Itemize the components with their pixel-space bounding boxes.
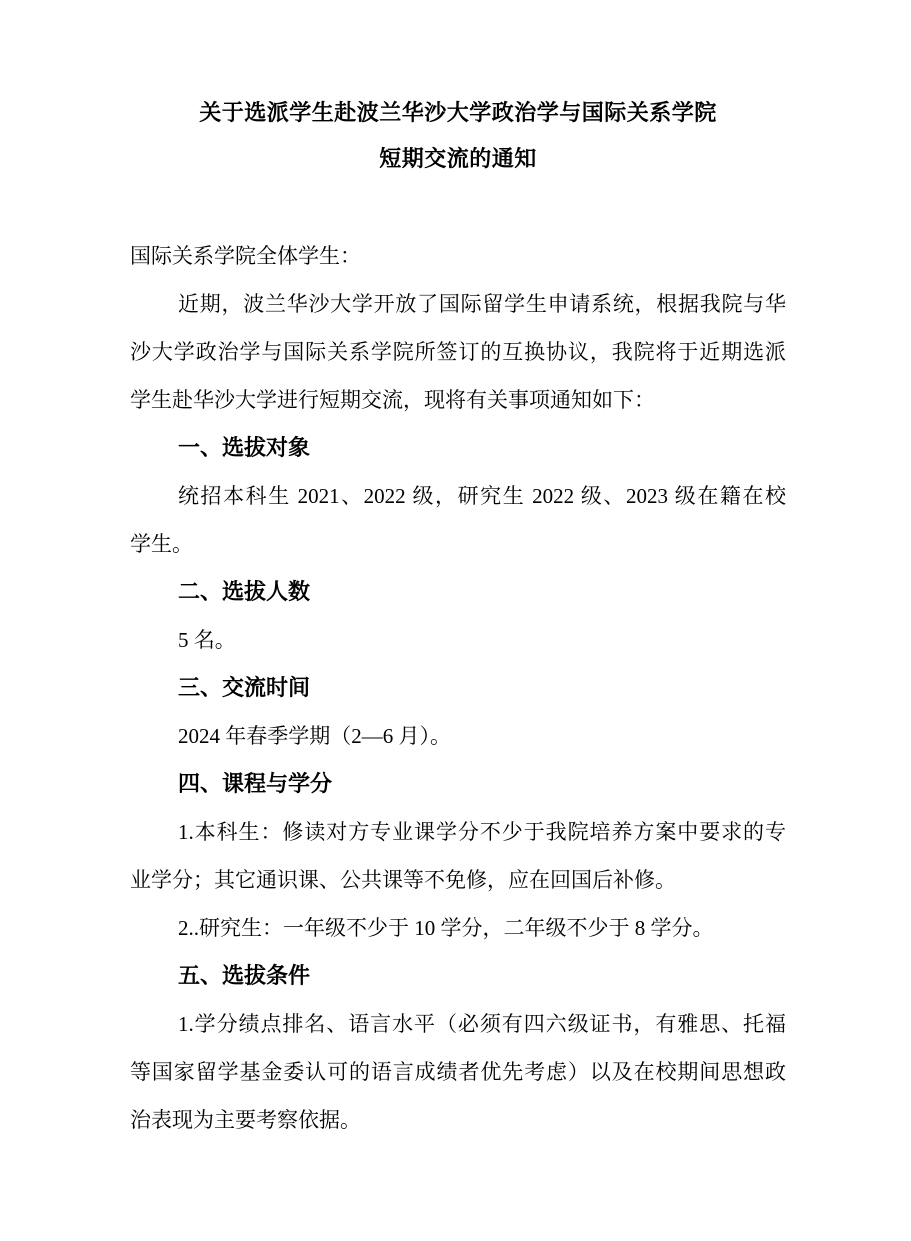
section-heading-12: 四、课程与学分 bbox=[178, 771, 333, 796]
text-line-15: 2..研究生：一年级不少于 10 学分，二年级不少于 8 学分。 bbox=[178, 916, 714, 940]
section-heading-5: 一、选拔对象 bbox=[178, 435, 311, 460]
section-heading-16: 五、选拔条件 bbox=[178, 963, 311, 988]
text-line-14: 业学分；其它通识课、公共课等不免修，应在回国后补修。 bbox=[130, 868, 676, 892]
text-line-7: 学生。 bbox=[130, 532, 193, 556]
section-heading-10: 三、交流时间 bbox=[178, 675, 311, 700]
text-line-2: 近期，波兰华沙大学开放了国际留学生申请系统，根据我院与华 bbox=[178, 292, 786, 316]
document-title bbox=[130, 90, 786, 182]
title-line-1: 关于选派学生赴波兰华沙大学政治学与国际关系学院 bbox=[199, 100, 717, 125]
text-line-11: 2024 年春季学期（2—6 月）。 bbox=[178, 724, 451, 748]
text-line-13: 1.本科生：修读对方专业课学分不少于我院培养方案中要求的专 bbox=[178, 820, 786, 844]
text-line-6: 统招本科生 2021、2022 级，研究生 2022 级、2023 级在籍在校 bbox=[178, 484, 786, 508]
title-line-2: 短期交流的通知 bbox=[379, 146, 537, 171]
section-heading-8: 二、选拔人数 bbox=[178, 579, 311, 604]
document-body bbox=[130, 232, 786, 1144]
text-line-1: 国际关系学院全体学生： bbox=[130, 244, 361, 268]
text-line-19: 治表现为主要考察依据。 bbox=[130, 1108, 361, 1132]
text-line-9: 5 名。 bbox=[178, 628, 236, 652]
text-line-17: 1.学分绩点排名、语言水平（必须有四六级证书，有雅思、托福 bbox=[178, 1012, 786, 1036]
text-line-3: 沙大学政治学与国际关系学院所签订的互换协议，我院将于近期选派 bbox=[130, 340, 786, 364]
text-line-4: 学生赴华沙大学进行短期交流，现将有关事项通知如下： bbox=[130, 388, 655, 412]
text-line-18: 等国家留学基金委认可的语言成绩者优先考虑）以及在校期间思想政 bbox=[130, 1060, 786, 1084]
